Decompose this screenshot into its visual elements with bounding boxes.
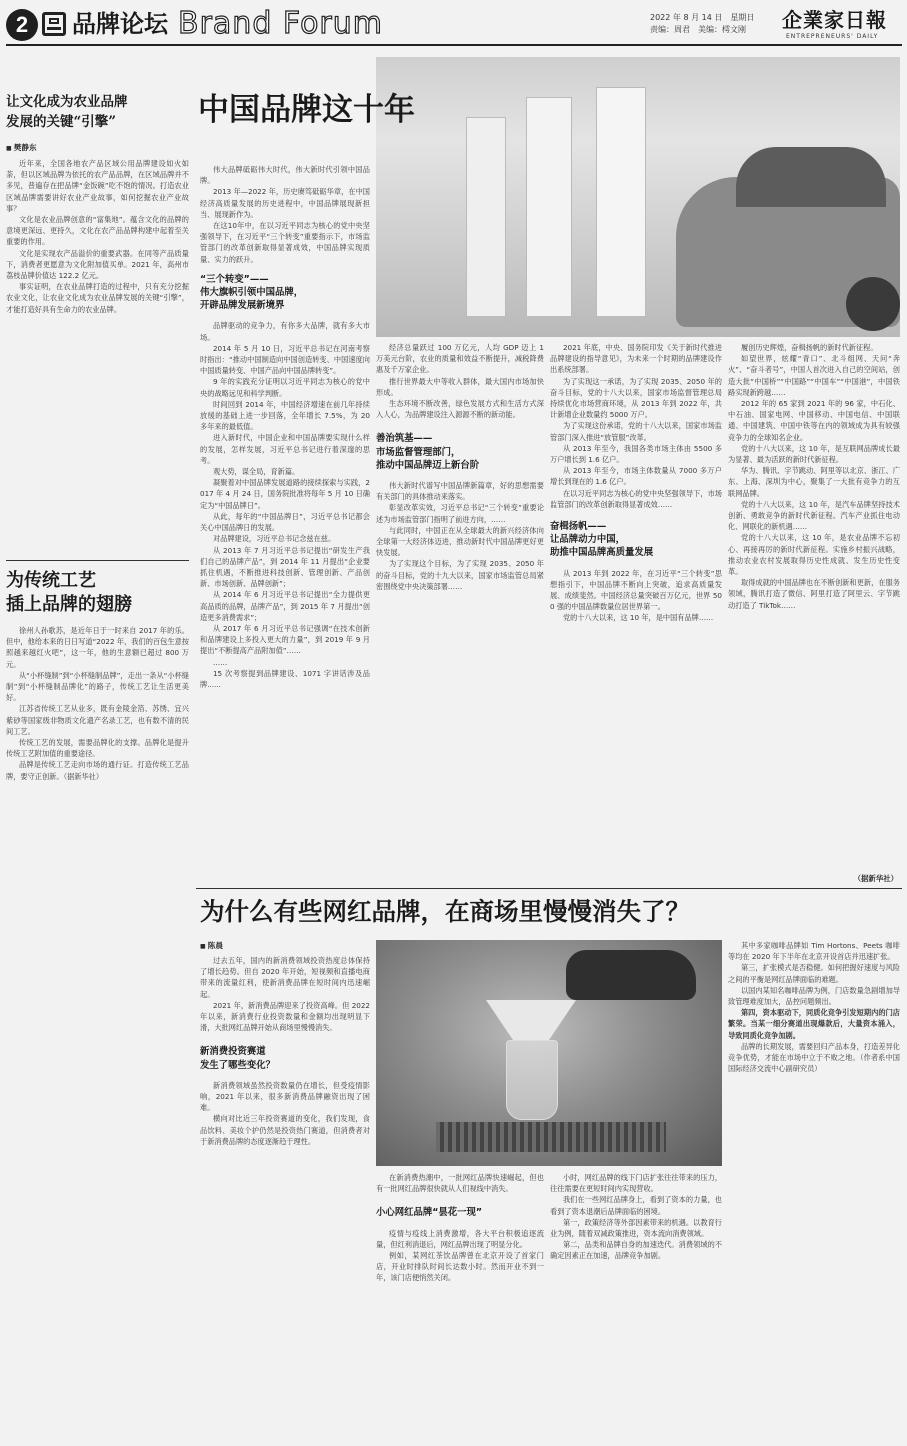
article1-subhead-3: 奋楫扬帆—— 让品牌动力中国， 助推中国品牌高质量发展 xyxy=(550,521,654,559)
paragraph: 华为、腾讯、字节跳动、阿里等以北京、浙江、广东、上海、深圳为中心，聚集了一大批有竞争力的互联网品牌。 xyxy=(728,466,900,498)
section-title-en: Brand Forum xyxy=(178,6,384,41)
paragraph: 推行世界最大中等收入群体，最大国内市场加快形成。 xyxy=(376,376,544,397)
section-title: 品牌论坛 xyxy=(72,9,168,38)
paragraph: 文化是实现农产品溢价的重要武器。在同等产品质量下，消费者更愿意为文化附加值买单。2021 年，高州市荔枝品牌价值达 122.2 亿元。 xyxy=(6,248,189,281)
paragraph: 徐州人孙歌苏，是近年日于一时来自 2017 年的乐。但中，他给本来的日日写道“2022 年，我们的百包生意按照越来越红火吧”，这一年，他的生意额已超过 800 万元。 xyxy=(6,626,189,669)
paragraph: 从 2013 年到 2022 年，在习近平“三个转变”思想指引下，中国品牌不断向上突破，追求高质量发展、成绩斐然。中国经济总量突破百万亿元，世界 500 强的中国品牌数量位居世界第一。 xyxy=(550,568,722,612)
paragraph: 从 2013 年至今，市场主体数量从 7000 多万户增长到现在的 1.6 亿户。 xyxy=(550,466,722,487)
paragraph: 彰显改革实效，习近平总书记“三个转变”重要论述为市场监管部门指明了前进方向，…… xyxy=(376,503,544,524)
paragraph: 伟大新时代谱写中国品牌新篇章，好的思想需要有关部门的具体推动来落实。 xyxy=(376,481,544,502)
paragraph: 其中多家咖啡品牌如 Tim Hortons、Peets 咖啡等均在 2020 年下半年在北京开设首店并迅速扩张。 xyxy=(728,941,900,962)
article2-col3 xyxy=(550,1172,722,1440)
paragraph: 与此同时，中国正在从全球最大的新兴经济体向全球第一大经济体迈进，推动新时代中国品牌更好更快发展。 xyxy=(376,525,544,558)
drip-tray xyxy=(436,1122,666,1152)
paragraph: 为了实现这份承诺，党的十八大以来，国家市场监管部门深入推进“放管服”改革。 xyxy=(550,421,722,442)
paragraph: 江苏省传统工艺从业多，既有金陵金箔、苏绣、宜兴紫砂等国家级非物质文化遗产名录工艺，也有数不清的民间工艺。 xyxy=(6,704,189,736)
paper-name-logo: 企業家日報 xyxy=(782,8,887,32)
article2-subhead-1: 新消费投资赛道 发生了哪些变化？ xyxy=(200,1046,276,1071)
paragraph: 新消费领域虽然投资数量仍在增长，但受疫情影响，2021 年以来，很多新消费品牌融资出现了困难。 xyxy=(200,1080,370,1113)
page-number-badge: 2 xyxy=(6,9,38,41)
paragraph: 党的十八大以来，这 10 年，是农业品牌不忘初心、再接再厉的新时代新征程。实施乡村振兴战略，推动农业农村发展取得历史性成就、发生历史性变革。 xyxy=(728,533,900,577)
paragraph: 在以习近平同志为核心的党中央坚强领导下，市场监管部门的改革创新取得显著成效…… xyxy=(550,488,722,509)
paragraph: 从“小杯缝制”到“小杯缝制品牌”，走出一条从“小杯缝制”到“小杯缝制品牌化”的路子，传统工艺让生活更美好。 xyxy=(6,670,189,703)
paragraph: 从 2014 年 6 月习近平总书记提出“全力提供更高品质的品牌，品牌产品”，到 2015 年 7 月提出“创造更多消费需求”； xyxy=(200,590,370,622)
paragraph: 品牌的长期发展，需要回归产品本身，打造差异化竞争优势，才能在市场中立于不败之地。（作者系中国国际经济交流中心副研究员） xyxy=(728,1041,900,1074)
paragraph: 观大势，谋全局，育新篇。 xyxy=(212,467,300,477)
paragraph: 小时，网红品牌的线下门店扩张往往带来的压力，往往需要在更短时间内实现营收。 xyxy=(550,1173,722,1194)
paragraph: 横向对比近三年投资赛道的变化，我们发现，食品饮料、美妆个护仍然是投资热门赛道，但消费者对于新消费品牌的态度逐渐趋于理性。 xyxy=(200,1114,370,1146)
left-article-2-title: 为传统工艺 插上品牌的翅膀 xyxy=(6,570,132,615)
paragraph: 品牌驱动的竞争力，有你多大品牌，就有多大市场。 xyxy=(200,321,370,342)
paragraph: 第二，品类和品牌自身的加速迭代。消费领域的不确定因素正在加速，品牌竞争加剧。 xyxy=(550,1240,722,1261)
editor-line: 责编：周君 美编：樗文刚 xyxy=(650,25,746,34)
paragraph: 9 年的实践充分证明以习近平同志为核心的党中央的战略远见和科学判断。 xyxy=(200,377,370,398)
paragraph: 在这10年中，在以习近平同志为核心的党中央坚强领导下，在习近平“三个转变”重要指示下，市场监管部门的改革创新取得显著成效，中国品牌实现质量、实力的跃升。 xyxy=(200,221,370,264)
paragraph: 2012 年的 65 家到 2021 年的 96 家，中石化、中石油、国家电网、中国移动、中国电信、中国联通、中国建筑、中国中铁等在内的领域成为具有较强竞争力的全球知名企业。 xyxy=(728,399,900,442)
paragraph: 党的十八大以来，这 10 年，是互联网品牌成长最为显著、最为活跃的新时代新征程。 xyxy=(728,443,900,465)
left-article-1 xyxy=(6,92,189,552)
paragraph: 从 2013 年至今，我国各类市场主体由 5500 多万户增长到 1.6 亿户。 xyxy=(550,443,722,465)
article2-subhead-2: 小心网红品牌“昙花一现” xyxy=(376,1207,483,1219)
article1-source: （据新华社） xyxy=(850,873,898,884)
pouring-kettle xyxy=(566,950,696,1000)
paragraph: 事实证明，在农业品牌打造的过程中，只有充分挖掘农业文化，让农业文化成为农业品牌发展的关键“引擎”，才能打造好具有生命力的农业品牌。 xyxy=(6,282,189,314)
paragraph: 疫情与疫线上消费激增，各大平台积极追逐流量，但红利消退后，网红品牌出现了明显分化。 xyxy=(376,1228,544,1249)
coffee-pour-over-photo xyxy=(376,940,722,1166)
paragraph: 15 次考察提到品牌建设、1071 字讲话涉及品牌...... xyxy=(200,668,370,689)
paragraph: 第三，扩张模式是否稳健。如何把握好速度与风险之间的平衡是网红品牌面临的难题。 xyxy=(728,963,900,984)
article2-col1 xyxy=(200,955,373,1440)
paragraph: 如望世界，炫耀“青口”、北斗组网、天问“奔火”、“奋斗者号”，中国人首次进入自己的空间站，创造大批“中国桥”“中国路”“中国车”“中国港”，中国铁路实现新跨越…… xyxy=(728,354,900,397)
left-article-2 xyxy=(6,560,189,1438)
section-divider xyxy=(196,888,902,889)
car-wheel xyxy=(846,277,900,331)
paragraph: 伟大品牌砥砺伟大时代，伟大新时代引领中国品牌。 xyxy=(200,165,370,186)
charging-pile xyxy=(596,87,646,317)
article1-col3 xyxy=(550,342,722,884)
paragraph: 近年来，全国各地农产品区域公用品牌建设如火如荼，但以区域品牌为依托的农产品品牌，在区域品牌并不多见，普遍存在把品牌“金饭碗”吃不饱的情况。打造农业区域品牌需要讲好农业产业故事，如何挖掘农业产业故事？ xyxy=(6,159,189,213)
paragraph: 从 2017 年 6 月习近平总书记强调“在技术创新和品牌建设上多投入更大的力量”，到 2019 年 9 月提出“不断提高产品附加值”…… xyxy=(200,623,370,656)
paragraph: 时间回到 2014 年，中国经济增速在前几年持续放缓的基础上进一步回落，全年增长 7.5%，为 20 多年来的最低值。 xyxy=(200,399,373,432)
masthead-rule xyxy=(6,44,902,46)
paragraph: 生态环境不断改善，绿色发展方式和生活方式深入人心，为品牌建设注入源源不断的新动能。 xyxy=(376,399,544,420)
coffee-server xyxy=(506,1040,558,1120)
paragraph: 取得成就的中国品牌也在不断创新和更新，在服务领域，腾讯打造了微信、阿里打造了阿里云、字节跳动打造了 TikTok…… xyxy=(728,578,900,610)
paragraph: 第一，政策经济等外部因素带来的机遇。以教育行业为例，随着双减政策推进，资本流向消费领域。 xyxy=(550,1217,722,1239)
paragraph: 传统工艺的发展，需要品牌化的支撑。品牌化是提升传统工艺附加值的重要途径。 xyxy=(6,738,189,759)
left-article-2-body xyxy=(6,625,189,782)
masthead xyxy=(0,0,907,46)
paragraph: 经济总量跃过 100 万亿元，人均 GDP 迈上 1 万美元台阶，农业的质量和效益不断提升，减税降费惠及千万家企业。 xyxy=(376,343,547,375)
article2-author: ■ 陈晨 xyxy=(200,940,223,951)
paragraph: 对品牌建设，习近平总书记念兹在兹。 xyxy=(212,534,336,544)
paragraph: 2014 年 5 月 10 日，习近平总书记在河南考察时指出：“推动中国制造向中国创造转变、中国速度向中国质量转变、中国产品向中国品牌转变”。 xyxy=(200,343,370,376)
article2-col2 xyxy=(376,1172,544,1440)
paragraph: 2013 年—2022 年，历史赓笃砥砺华章，在中国经济高质量发展的历史进程中，中国品牌展现新担当、展现新作为。 xyxy=(200,187,370,219)
paragraph: 我们在一些网红品牌身上，看到了资本的力量，也看到了资本退潮后品牌面临的困境。 xyxy=(550,1195,722,1216)
paragraph: 2021 年，新消费品牌迎来了投资高峰。但 2022 年以来，新消费行业投资数量和金额均出现明显下滑，大批网红品牌开始从商场里慢慢消失。 xyxy=(200,1000,373,1033)
left-article-1-title: 让文化成为农业品牌 发展的关键“引擎” xyxy=(6,94,128,130)
paragraph: 为了实现这个目标，为了实现 2035、2050 年的奋斗目标，党的十九大以来，国家市场监管总局紧密围绕党中央决策部署…… xyxy=(376,559,544,591)
article1-title: 中国品牌这十年 xyxy=(198,92,415,128)
charging-pile xyxy=(526,97,572,317)
paper-name-en: ENTREPRENEURS' DAILY xyxy=(786,33,879,40)
coffee-dripper xyxy=(486,1000,576,1040)
date-line: 2022 年 8 月 14 日 星期日 xyxy=(650,13,755,22)
left-article-1-author: ■ 樊静东 xyxy=(6,142,189,153)
paragraph: 2021 年底，中央、国务院印发《关于新时代推进品牌建设的指导意见》，为未来一个时期的品牌建设作出系统部署。 xyxy=(550,343,722,375)
paragraph: 在新消费热潮中，一批网红品牌快速崛起，但也有一批网红品牌很快就从人们视线中消失。 xyxy=(376,1173,544,1194)
paragraph: 例如，某网红茶饮品牌曾在北京开设了首家门店，开业时排队时间长达数小时。然而开业不到一年，该门店便悄然关闭。 xyxy=(376,1251,544,1283)
paragraph: 党的十八大以来，这 10 年，是中国有品牌…… xyxy=(562,613,714,623)
paragraph: 进入新时代，中国企业和中国品牌要实现什么样的发展，怎样发展，习近平总书记进行着深邃的思考。 xyxy=(200,433,370,465)
paragraph: 履创历史辉煌，奋楫扬帆的新时代新征程。 xyxy=(740,343,878,352)
paragraph: 从此，每年的“中国品牌日”，习近平总书记都会关心中国品牌日的发展。 xyxy=(200,511,370,533)
paragraph: 第四，资本驱动下，同质化竞争引发短期内的门店繁荣。当某一细分赛道出现爆款后，大量资本涌入，导致同质化竞争加剧。 xyxy=(728,1008,900,1040)
article2-col4 xyxy=(728,940,900,1440)
article1-col4 xyxy=(728,342,900,884)
paragraph: 过去五年，国内的新消费领域投资热度总体保持了增长趋势。但自 2020 年开始，短视频和直播电商带来的流量红利，使新消费品牌在短时间内迅速崛起。 xyxy=(200,956,370,999)
article2-title: 为什么有些网红品牌，在商场里慢慢消失了？ xyxy=(200,897,690,926)
charging-pile xyxy=(466,117,506,317)
article1-subhead-2: 善治筑基—— 市场监督管理部门， 推动中国品牌迈上新台阶 xyxy=(376,433,480,471)
paragraph: 从 2013 年 7 月习近平总书记提出“研发生产我们自己的品牌产品”，到 2014 年 11 月提出“企业要抓住机遇，不断推进科技创新、管理创新、产品创新、市场创新、品牌创新”； xyxy=(200,545,370,589)
article1-col2 xyxy=(376,342,547,884)
paragraph: 凝聚着对中国品牌发展道路的接续探索与实践，2017 年 4 月 24 日，国务院批准将每年 5 月 10 日确定为“中国品牌日”。 xyxy=(200,478,370,510)
paragraph: 党的十八大以来，这 10 年，是汽车品牌坚持技术创新、勇敢竞争的新时代新征程。汽车产业抓住电动化、网联化的新机遇…… xyxy=(728,499,900,532)
car-shape xyxy=(736,147,886,207)
paragraph: 以国内某知名咖啡品牌为例，门店数量急剧增加导致管理难度加大，品控问题频出。 xyxy=(728,985,900,1007)
paragraph: …… xyxy=(212,657,228,667)
article1-col1 xyxy=(200,164,373,884)
brand-logo-icon xyxy=(42,12,66,36)
paragraph: 文化是农业品牌创意的“富集地”。蕴含文化的品牌的意境更深远、更持久，文化在农产品品牌构建中起着至关重要的作用。 xyxy=(6,215,189,247)
article1-subhead-1: “三个转变”—— 伟大旗帜引领中国品牌， 开辟品牌发展新境界 xyxy=(200,273,304,312)
paragraph: 品牌是传统工艺走向市场的通行证。打造传统工艺品牌，要守正创新。（据新华社） xyxy=(6,760,189,781)
paragraph: 为了实现这一承诺，为了实现 2035、2050 年的奋斗目标，党的十八大以来，国家市场监督管理总局持续优化市场营商环境，从 2013 年到 2022 年，共计新增企业数量约 5000 万户。 xyxy=(550,376,722,420)
left-article-1-body xyxy=(6,158,189,315)
